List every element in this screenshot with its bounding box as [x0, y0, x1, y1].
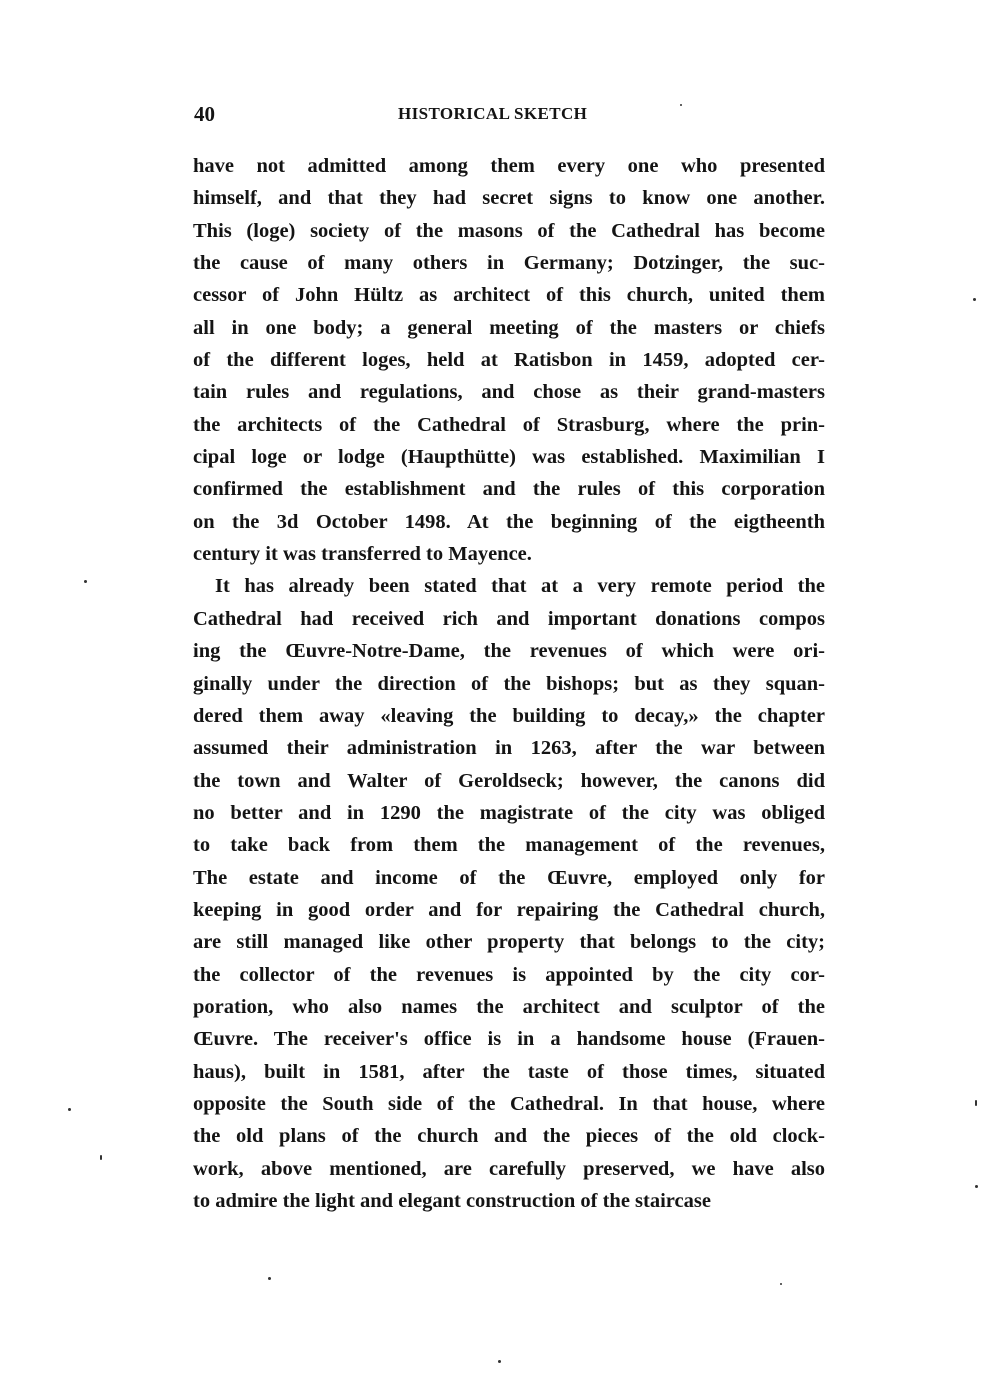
text-line: The estate and income of the Œuvre, employed only for	[193, 866, 825, 889]
text-line: confirmed the establishment and the rules of this corporation	[193, 478, 825, 501]
text-line: cipal loge or lodge (Haupthütte) was established. Maximilian I	[193, 446, 825, 469]
scan-speck	[975, 1185, 978, 1188]
scan-speck	[780, 1283, 782, 1285]
text-line: Œuvre. The receiver's office is in a handsome house (Frauen-	[193, 1028, 825, 1051]
text-line: ing the Œuvre-Notre-Dame, the revenues of which were ori-	[193, 640, 825, 663]
text-line: the architects of the Cathedral of Strasburg, where the prin-	[193, 413, 825, 436]
text-line: dered them away «leaving the building to decay,» the chapter	[193, 704, 825, 727]
text-line: keeping in good order and for repairing the Cathedral church,	[193, 898, 825, 921]
text-line: cessor of John Hültz as architect of this church, united them	[193, 284, 825, 307]
text-line: of the different loges, held at Ratisbon in 1459, adopted cer-	[193, 349, 825, 372]
text-line: the old plans of the church and the pieces of the old clock-	[193, 1125, 825, 1148]
text-line: himself, and that they had secret signs to know one another.	[193, 187, 825, 210]
text-line: It has already been stated that at a very remote period the	[215, 575, 825, 598]
text-line: This (loge) society of the masons of the Cathedral has become	[193, 219, 825, 242]
scan-speck	[268, 1277, 271, 1280]
text-line: are still managed like other property that belongs to the city;	[193, 931, 825, 954]
text-line: the cause of many others in Germany; Dotzinger, the suc-	[193, 252, 825, 275]
running-title: HISTORICAL SKETCH	[398, 104, 588, 123]
text-line: tain rules and regulations, and chose as their grand-masters	[193, 381, 825, 404]
text-line: no better and in 1290 the magistrate of the city was obliged	[193, 801, 825, 824]
text-line: poration, who also names the architect and sculptor of the	[193, 995, 825, 1018]
page-number: 40	[194, 102, 215, 126]
text-line: the collector of the revenues is appointed by the city cor-	[193, 963, 825, 986]
text-line: opposite the South side of the Cathedral. In that house, where	[193, 1092, 825, 1115]
text-line: work, above mentioned, are carefully preserved, we have also	[193, 1157, 825, 1180]
scan-speck	[84, 580, 87, 583]
text-line: ginally under the direction of the bishops; but as they squan-	[193, 672, 825, 695]
body-text	[193, 150, 825, 1217]
scan-speck	[973, 298, 976, 301]
scan-speck	[498, 1360, 501, 1363]
text-line: haus), built in 1581, after the taste of those times, situated	[193, 1060, 825, 1083]
text-line: have not admitted among them every one who presented	[193, 155, 825, 177]
text-line: the town and Walter of Geroldseck; however, the canons did	[193, 769, 825, 792]
text-line: all in one body; a general meeting of the masters or chiefs	[193, 316, 825, 339]
scan-speck	[680, 104, 682, 106]
text-line: to take back from them the management of the revenues,	[193, 834, 825, 857]
scan-speck	[100, 1155, 102, 1160]
text-line: Cathedral had received rich and important donations compos	[193, 607, 825, 630]
paragraph-2	[193, 570, 825, 1217]
paragraph-1	[193, 150, 825, 570]
text-line: assumed their administration in 1263, after the war between	[193, 737, 825, 760]
text-line: century it was transferred to Mayence.	[193, 543, 532, 566]
scan-speck	[975, 1100, 977, 1106]
text-line: to admire the light and elegant construction of the staircase	[193, 1190, 711, 1212]
scan-speck	[68, 1108, 71, 1111]
text-line: on the 3d October 1498. At the beginning of the eigtheenth	[193, 510, 825, 533]
